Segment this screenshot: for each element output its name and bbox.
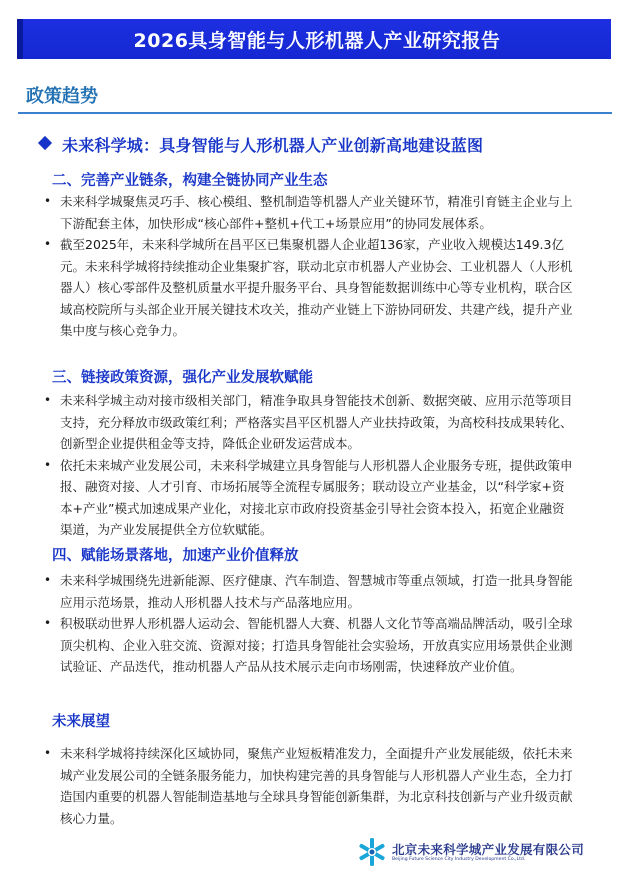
report-title: 2026具身智能与人形机器人产业研究报告	[133, 30, 501, 52]
list-item: • 未来科学城将持续深化区域协同，聚焦产业短板精准发力，全面提升产业发展能级，依托未来城产业发展公司的全链条服务能力，加快构建完善的具身智能与人形机器人产业生态，全力打造国内重要的机器人智能制造基地与全球具身智能创新集群，为北京科技创新与产业升级贡献核心力量。	[38, 743, 576, 829]
snowflake-logo-icon	[356, 836, 388, 868]
bullet-list-outlook	[38, 743, 576, 829]
list-item: • 积极联动世界人形机器人运动会、智能机器人大赛、机器人文化节等高端品牌活动，吸引全球顶尖机构、企业入驻交流、资源对接；打造具身智能社会实验场，开放真实应用场景供企业测试验证、产品迭代，推动机器人产品从技术展示走向市场刚需，快速释放产业价值。	[38, 613, 576, 678]
subheading-industry-chain: 二、完善产业链条，构建全链协同产业生态	[52, 173, 328, 189]
bullet-list-scenario	[38, 570, 576, 678]
list-item: • 依托未来城产业发展公司，未来科学城建立具身智能与人形机器人企业服务专班，提供政策申报、融资对接、人才引育、市场拓展等全流程专属服务；联动设立产业基金，以“科学家+资本+产业”模式加速成果产业化，对接北京市政府投资基金引导社会资本投入，拓宽企业融资渠道，为产业发展提供全方位软赋能。	[38, 455, 576, 541]
bullet-dot-icon: •	[44, 573, 52, 587]
list-item: • 未来科学城围绕先进新能源、医疗健康、汽车制造、智慧城市等重点领域，打造一批具身智能应用示范场景，推动人形机器人技术与产品落地应用。	[38, 570, 576, 613]
title-bar	[17, 19, 611, 59]
subheading-outlook: 未来展望	[52, 714, 110, 730]
list-item: • 未来科学城聚焦灵巧手、核心模组、整机制造等机器人产业关键环节，精准引育链主企业与上下游配套主体，加快形成“核心部件+整机+代工+场景应用”的协同发展体系。	[38, 191, 576, 234]
subheading-policy-resources: 三、链接政策资源，强化产业发展软赋能	[52, 370, 313, 386]
diamond-bullet-icon	[38, 136, 52, 150]
company-logo	[356, 828, 606, 872]
bullet-dot-icon: •	[44, 393, 52, 407]
main-heading: 未来科学城：具身智能与人形机器人产业创新高地建设蓝图	[62, 136, 484, 155]
bullet-dot-icon: •	[44, 457, 52, 472]
bullet-dot-icon: •	[44, 237, 52, 251]
logo-company-name: 北京未来科学城产业发展有限公司	[392, 842, 585, 857]
bullet-dot-icon: •	[44, 746, 52, 760]
list-item: • 未来科学城主动对接市级相关部门，精准争取具身智能技术创新、数据突破、应用示范等项目支持，充分释放市级政策红利；严格落实昌平区机器人产业扶持政策，为高校科技成果转化、创新型企业提供租金等支持，降低企业研发运营成本。	[38, 390, 576, 455]
logo-company-name-en: Beijing Future Science City Industry Development Co.,Ltd.	[392, 857, 526, 862]
section-divider	[18, 112, 612, 114]
list-item: • 截至2025年，未来科学城所在昌平区已集聚机器人企业超136家，产业收入规模达149.3亿元。未来科学城将持续推动企业集聚扩容，联动北京市机器人产业协会、工业机器人（人形机器人）核心零部件及整机质量水平提升服务平台、具身智能数据训练中心等专业机构，联合区域高校院所与头部企业开展关键技术攻关，推动产业链上下游协同研发、共建产线，提升产业集中度与核心竞争力。	[38, 234, 576, 342]
bullet-dot-icon: •	[44, 616, 52, 630]
bullet-list-policy-resources	[38, 390, 576, 541]
bullet-list-industry-chain	[38, 191, 576, 342]
subheading-scenario: 四、赋能场景落地，加速产业价值释放	[52, 548, 299, 564]
bullet-dot-icon: •	[44, 194, 52, 208]
section-title: 政策趋势	[26, 86, 98, 107]
